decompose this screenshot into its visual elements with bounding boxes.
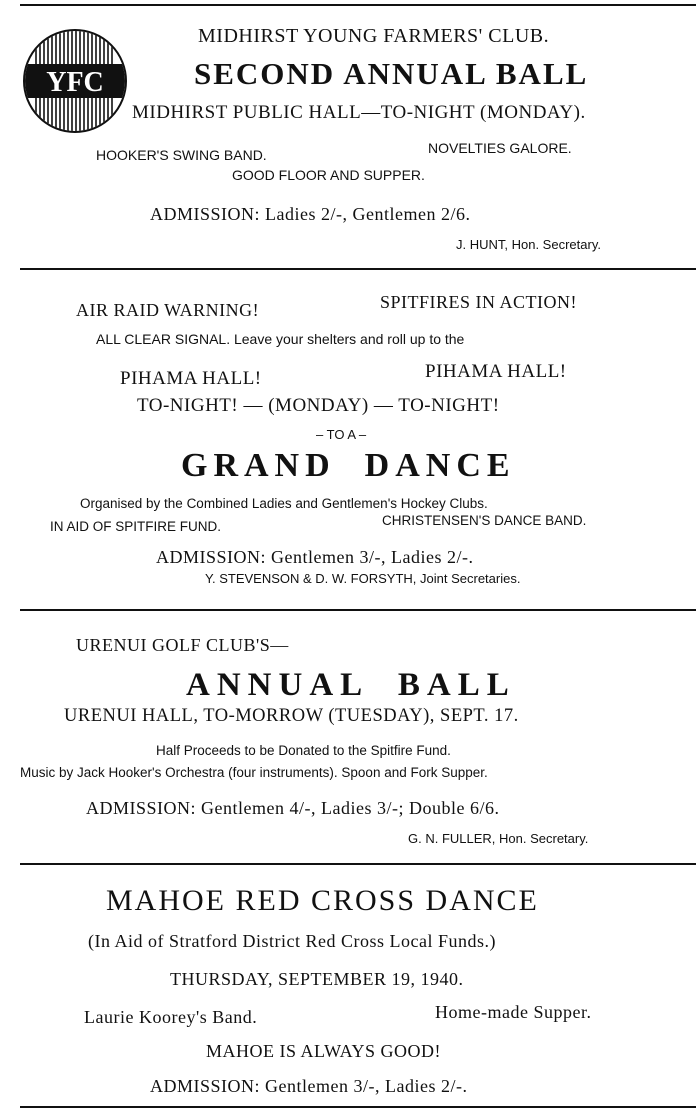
ad2-hall-left: PIHAMA HALL! xyxy=(120,368,262,389)
ad2-secretaries: Y. STEVENSON & D. W. FORSYTH, Joint Secretaries. xyxy=(205,571,521,586)
ad4-slogan: MAHOE IS ALWAYS GOOD! xyxy=(206,1041,442,1061)
ad1-band: HOOKER'S SWING BAND. xyxy=(96,147,267,163)
ad1-secretary: J. HUNT, Hon. Secretary. xyxy=(456,237,601,252)
ad2-to-a: – TO A – xyxy=(316,427,367,442)
divider-3 xyxy=(20,863,696,865)
divider-1 xyxy=(20,268,696,270)
ad3-club-name: URENUI GOLF CLUB'S— xyxy=(76,635,289,655)
ad4-supper: Home-made Supper. xyxy=(435,1002,592,1022)
ad3-title: ANNUAL BALL xyxy=(186,667,516,703)
ad4-band: Laurie Koorey's Band. xyxy=(84,1007,258,1027)
ad2-all-clear: ALL CLEAR SIGNAL. Leave your shelters and roll up to the xyxy=(96,331,465,347)
ad2-aid-fund: IN AID OF SPITFIRE FUND. xyxy=(50,519,222,534)
ad1-club-name: MIDHIRST YOUNG FARMERS' CLUB. xyxy=(198,25,550,47)
ad1-venue: MIDHIRST PUBLIC HALL—TO-NIGHT (MONDAY). xyxy=(132,102,586,123)
ad1-novelties: NOVELTIES GALORE. xyxy=(428,140,572,156)
ad1-title: SECOND ANNUAL BALL xyxy=(194,56,589,91)
ad2-hall-right: PIHAMA HALL! xyxy=(425,361,567,382)
ad4-date: THURSDAY, SEPTEMBER 19, 1940. xyxy=(170,969,464,989)
ad2-organised-by: Organised by the Combined Ladies and Gentlemen's Hockey Clubs. xyxy=(80,496,488,511)
ad2-title: GRAND DANCE xyxy=(181,447,516,484)
bottom-rule xyxy=(20,1106,696,1108)
ad4-aid: (In Aid of Stratford District Red Cross Local Funds.) xyxy=(88,931,496,951)
ad3-venue-date: URENUI HALL, TO-MORROW (TUESDAY), SEPT. 17. xyxy=(64,706,519,726)
ad3-proceeds: Half Proceeds to be Donated to the Spitfire Fund. xyxy=(156,743,451,758)
svg-text:YFC: YFC xyxy=(46,67,104,98)
ad2-air-raid-warning: AIR RAID WARNING! xyxy=(76,300,260,320)
top-rule xyxy=(20,4,696,6)
ad3-secretary: G. N. FULLER, Hon. Secretary. xyxy=(408,831,589,846)
yfc-logo xyxy=(22,28,128,134)
ad1-admission: ADMISSION: Ladies 2/-, Gentlemen 2/6. xyxy=(150,204,471,224)
ad4-title: MAHOE RED CROSS DANCE xyxy=(106,884,539,917)
ad2-admission: ADMISSION: Gentlemen 3/-, Ladies 2/-. xyxy=(156,547,474,567)
divider-2 xyxy=(20,609,696,611)
ad2-spitfires: SPITFIRES IN ACTION! xyxy=(380,292,578,312)
ad2-tonight: TO-NIGHT! — (MONDAY) — TO-NIGHT! xyxy=(137,395,500,416)
ad4-admission: ADMISSION: Gentlemen 3/-, Ladies 2/-. xyxy=(150,1076,468,1096)
ad3-admission: ADMISSION: Gentlemen 4/-, Ladies 3/-; Double 6/6. xyxy=(86,798,500,818)
ad1-floor-supper: GOOD FLOOR AND SUPPER. xyxy=(232,167,425,183)
ad3-music: Music by Jack Hooker's Orchestra (four instruments). Spoon and Fork Supper. xyxy=(20,765,488,780)
ad2-dance-band: CHRISTENSEN'S DANCE BAND. xyxy=(382,513,587,528)
